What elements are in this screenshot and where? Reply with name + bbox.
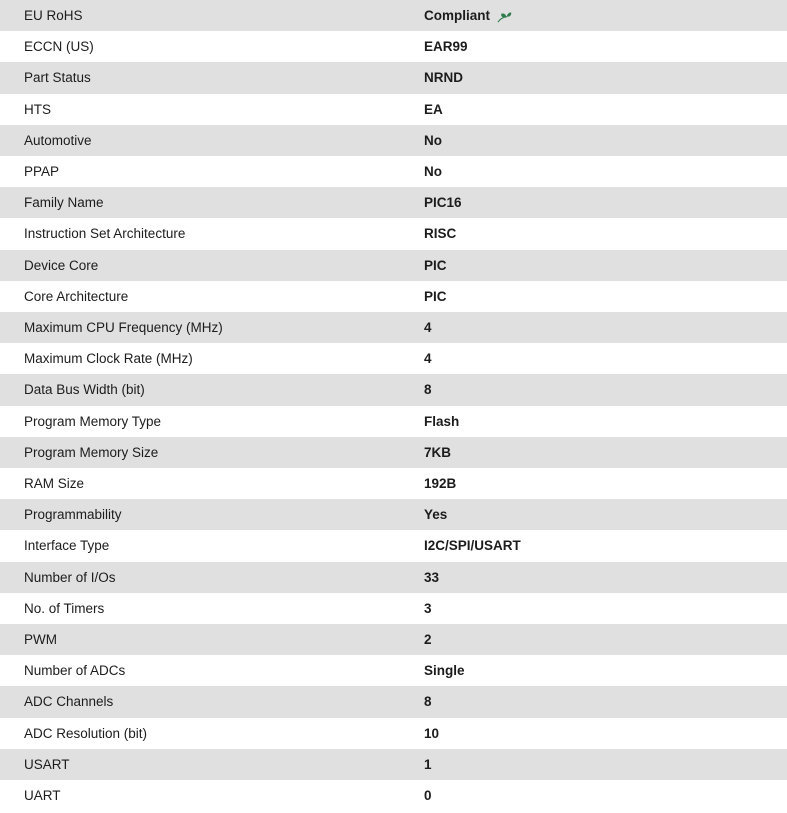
spec-label: PWM — [24, 632, 57, 648]
table-row — [0, 655, 787, 686]
table-row — [0, 374, 787, 405]
table-row — [0, 468, 787, 499]
spec-value-wrap — [424, 499, 447, 530]
spec-value — [412, 780, 787, 811]
spec-label: PPAP — [24, 164, 60, 180]
spec-value-text: 33 — [424, 569, 440, 585]
table-row — [0, 718, 787, 749]
table-row — [0, 0, 787, 31]
spec-value-text: 192B — [424, 476, 457, 492]
spec-label: ADC Resolution (bit) — [24, 725, 148, 741]
spec-value — [412, 125, 787, 156]
spec-value-text: PIC — [424, 288, 447, 304]
spec-label: Instruction Set Architecture — [24, 226, 186, 242]
spec-value — [412, 530, 787, 561]
table-row — [0, 94, 787, 125]
spec-value-wrap — [424, 780, 432, 811]
table-row — [0, 530, 787, 561]
spec-value-wrap — [424, 562, 439, 593]
spec-value-text: 10 — [424, 725, 440, 741]
spec-value-text: 1 — [424, 756, 432, 772]
spec-value — [412, 281, 787, 312]
spec-value-text: PIC — [424, 257, 447, 273]
spec-value — [412, 0, 787, 31]
spec-value-text: 2 — [424, 632, 432, 648]
spec-value-wrap — [424, 0, 512, 31]
spec-value — [412, 62, 787, 93]
table-row — [0, 686, 787, 717]
table-row — [0, 437, 787, 468]
spec-label: HTS — [24, 101, 51, 117]
table-row — [0, 218, 787, 249]
spec-value-text: 3 — [424, 600, 432, 616]
spec-value-wrap — [424, 94, 443, 125]
spec-value-wrap — [424, 62, 463, 93]
spec-value-wrap — [424, 250, 447, 281]
spec-label: ECCN (US) — [24, 39, 94, 55]
spec-label: Data Bus Width (bit) — [24, 382, 145, 398]
spec-value-wrap — [424, 437, 451, 468]
spec-value — [412, 437, 787, 468]
table-row — [0, 562, 787, 593]
spec-label: USART — [24, 756, 70, 772]
spec-value — [412, 218, 787, 249]
spec-value — [412, 31, 787, 62]
spec-value-wrap — [424, 530, 521, 561]
spec-value-text: EA — [424, 101, 443, 117]
spec-label: Family Name — [24, 195, 104, 211]
spec-value-text: RISC — [424, 226, 457, 242]
table-row — [0, 187, 787, 218]
spec-value — [412, 187, 787, 218]
spec-value-text: Single — [424, 663, 465, 679]
table-row — [0, 31, 787, 62]
spec-value-text: I2C/SPI/USART — [424, 538, 521, 554]
spec-value-text: 8 — [424, 694, 432, 710]
spec-value — [412, 374, 787, 405]
spec-value-wrap — [424, 718, 439, 749]
table-row — [0, 250, 787, 281]
spec-label: Maximum CPU Frequency (MHz) — [24, 320, 223, 336]
table-row — [0, 499, 787, 530]
spec-value-wrap — [424, 406, 459, 437]
spec-value-wrap — [424, 343, 432, 374]
spec-value — [412, 749, 787, 780]
spec-label: Part Status — [24, 70, 91, 86]
spec-value — [412, 655, 787, 686]
spec-value — [412, 499, 787, 530]
spec-value-wrap — [424, 686, 432, 717]
spec-value-wrap — [424, 156, 442, 187]
spec-label: Device Core — [24, 257, 99, 273]
spec-label: ADC Channels — [24, 694, 114, 710]
spec-value-wrap — [424, 31, 468, 62]
spec-value-wrap — [424, 624, 432, 655]
spec-value-text: EAR99 — [424, 39, 468, 55]
table-row — [0, 780, 787, 811]
spec-value — [412, 718, 787, 749]
spec-value — [412, 593, 787, 624]
table-row — [0, 343, 787, 374]
spec-label: Maximum Clock Rate (MHz) — [24, 351, 193, 367]
spec-value-text: Flash — [424, 413, 460, 429]
spec-value-wrap — [424, 312, 432, 343]
table-row — [0, 62, 787, 93]
spec-value-text: No — [424, 164, 442, 180]
spec-value-text: Yes — [424, 507, 448, 523]
spec-value-text: 4 — [424, 320, 432, 336]
spec-value — [412, 156, 787, 187]
spec-value — [412, 686, 787, 717]
spec-value-text: 4 — [424, 351, 432, 367]
spec-value-text: 0 — [424, 788, 432, 804]
spec-value — [412, 406, 787, 437]
spec-value-wrap — [424, 374, 432, 405]
table-row — [0, 125, 787, 156]
table-row — [0, 312, 787, 343]
spec-label: Interface Type — [24, 538, 110, 554]
table-row — [0, 749, 787, 780]
spec-value — [412, 624, 787, 655]
spec-value — [412, 312, 787, 343]
table-row — [0, 281, 787, 312]
spec-value — [412, 250, 787, 281]
table-row — [0, 156, 787, 187]
spec-label: Automotive — [24, 132, 92, 148]
table-row — [0, 593, 787, 624]
spec-label: RAM Size — [24, 476, 85, 492]
table-row — [0, 406, 787, 437]
spec-value-text: 7KB — [424, 444, 452, 460]
spec-value-text: PIC16 — [424, 195, 462, 211]
spec-value-text: NRND — [424, 70, 463, 86]
table-row — [0, 624, 787, 655]
leaf-icon — [497, 10, 512, 23]
spec-label: Program Memory Type — [24, 413, 162, 429]
spec-label: Number of I/Os — [24, 569, 116, 585]
spec-value-wrap — [424, 281, 447, 312]
spec-label: No. of Timers — [24, 600, 105, 616]
spec-label: Programmability — [24, 507, 122, 523]
spec-value — [412, 562, 787, 593]
spec-value-text: No — [424, 132, 442, 148]
spec-value-wrap — [424, 749, 432, 780]
spec-value — [412, 94, 787, 125]
spec-label: UART — [24, 788, 61, 804]
spec-label: Core Architecture — [24, 288, 129, 304]
spec-value — [412, 468, 787, 499]
spec-value — [412, 343, 787, 374]
spec-value-wrap — [424, 125, 442, 156]
spec-value-text: 8 — [424, 382, 432, 398]
spec-value-wrap — [424, 593, 432, 624]
spec-value-wrap — [424, 468, 456, 499]
spec-value-wrap — [424, 218, 456, 249]
spec-label: Number of ADCs — [24, 663, 126, 679]
spec-label: Program Memory Size — [24, 444, 159, 460]
spec-label: EU RoHS — [24, 8, 83, 23]
spec-value-text: Compliant — [424, 8, 490, 23]
spec-value-wrap — [424, 187, 462, 218]
spec-value-wrap — [424, 655, 465, 686]
